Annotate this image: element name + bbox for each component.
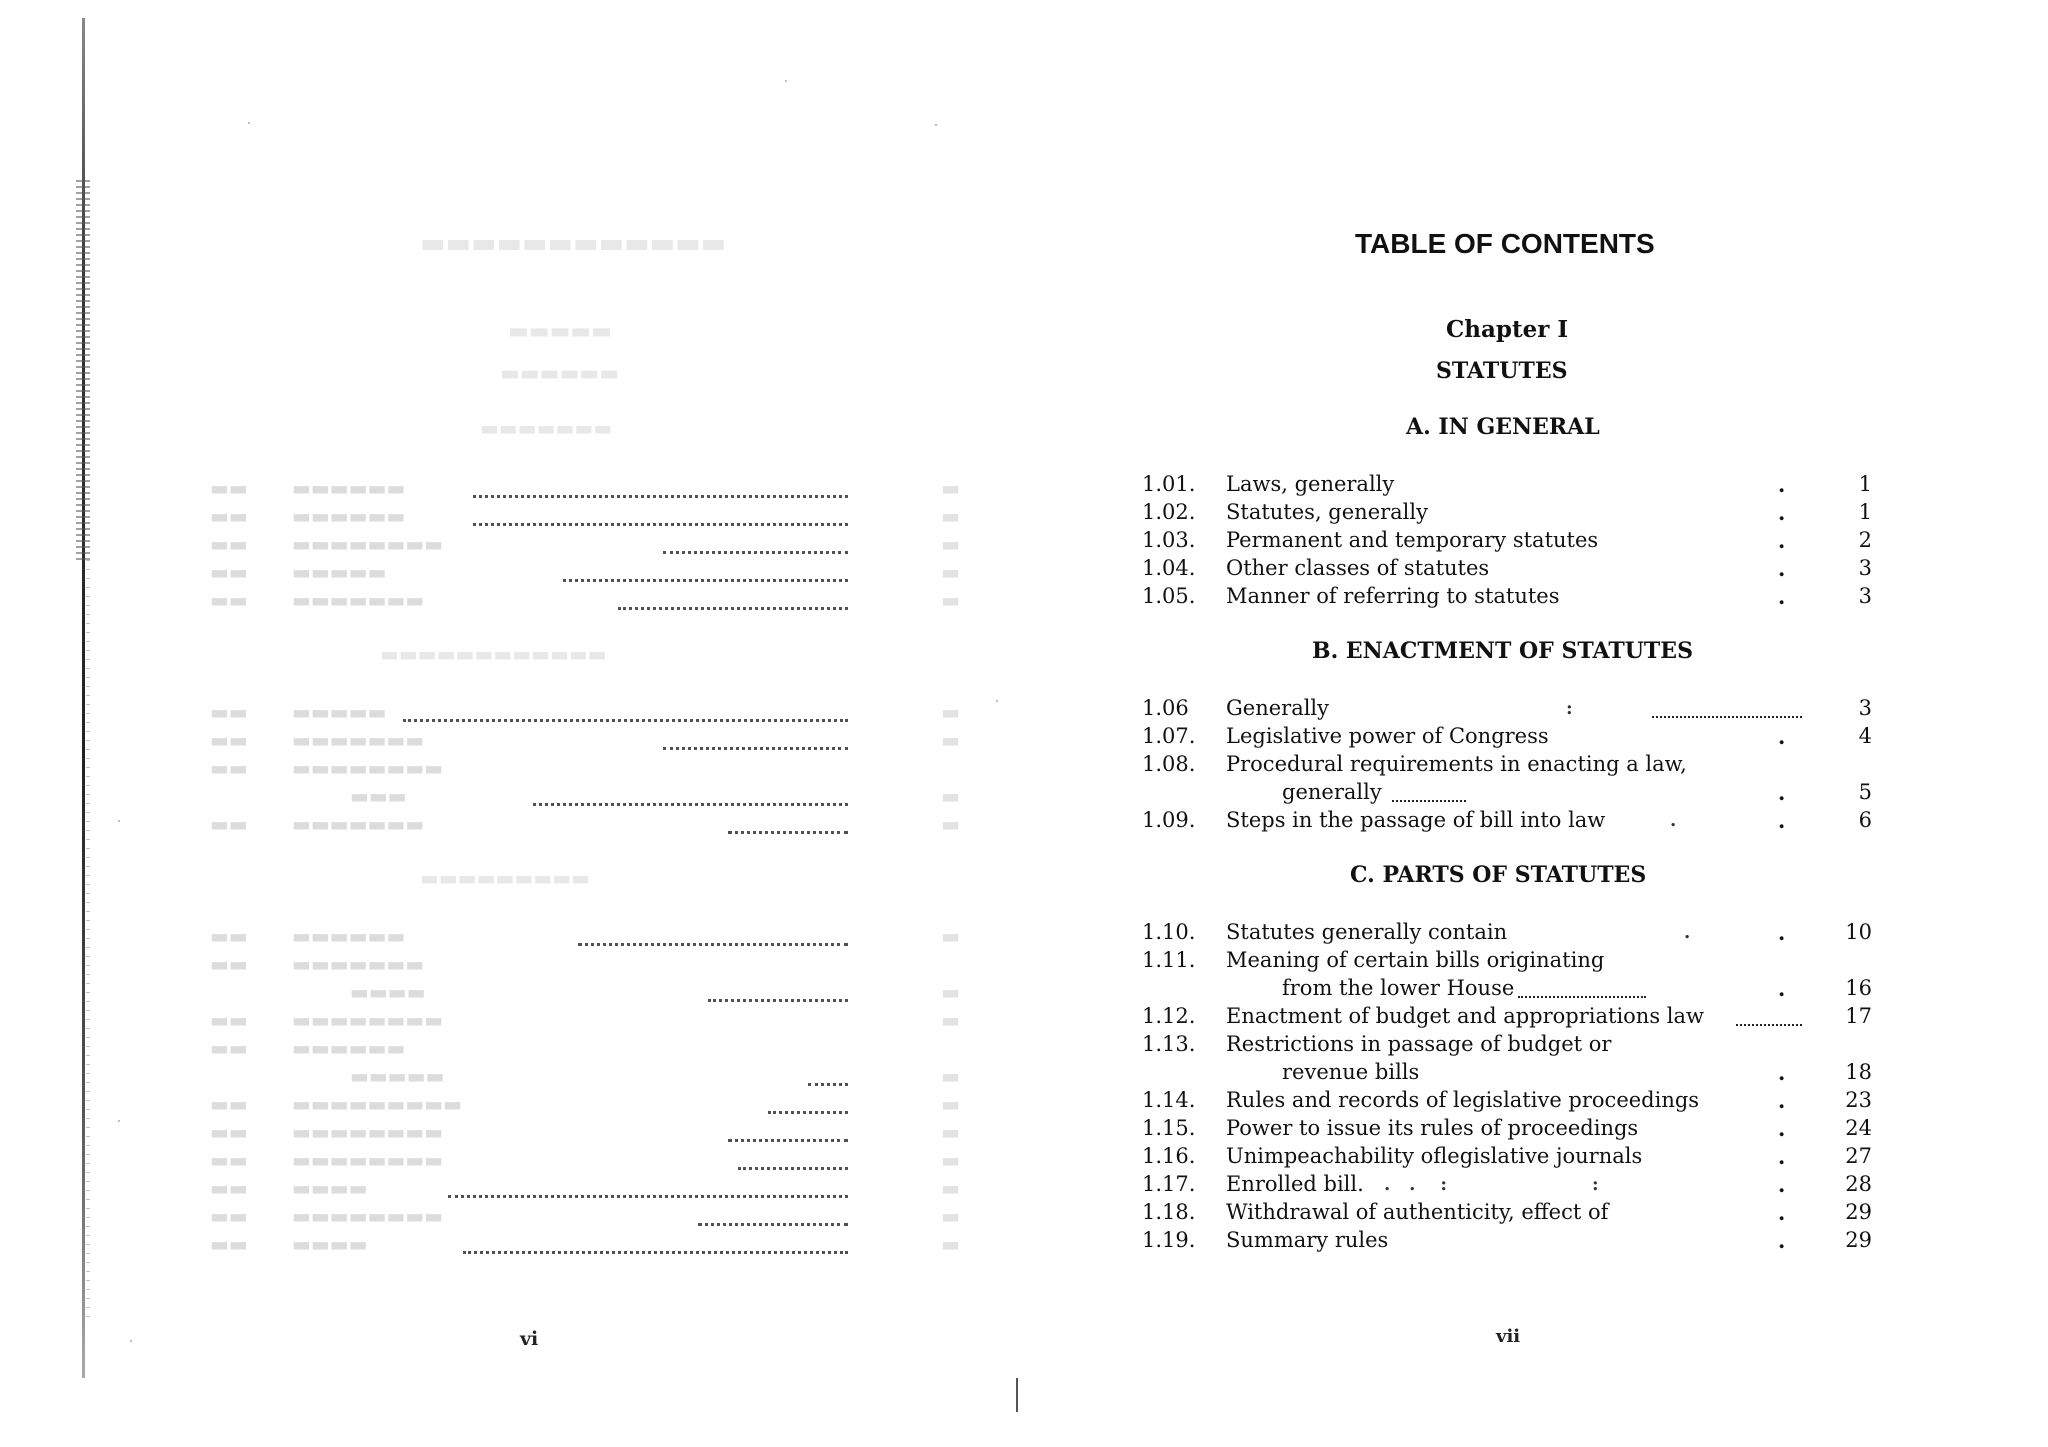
ghost-toc-row: ▬▬ ▬▬▬▬▬▬▬▬ ▬ xyxy=(210,1008,960,1032)
ghost-toc-row: ▬▬ ▬▬▬▬▬▬ ▬ xyxy=(210,504,960,528)
toc-entry[interactable] xyxy=(1142,528,1872,556)
dot-leader xyxy=(1392,786,1466,802)
toc-entry-number: 1.12. xyxy=(1142,1004,1196,1028)
ghost-toc-row: ▬▬ ▬▬▬▬▬▬▬▬ ▬ xyxy=(210,1120,960,1144)
toc-entry-leader: . xyxy=(1778,724,1786,749)
toc-entry-continuation[interactable] xyxy=(1142,780,1872,808)
toc-entry-number: 1.11. xyxy=(1142,948,1196,972)
ghost-toc-row: ▬▬ ▬▬▬▬▬▬ xyxy=(210,1036,406,1060)
toc-entry-leader: . xyxy=(1778,920,1786,945)
toc-entry[interactable] xyxy=(1142,1032,1872,1060)
toc-entry-title: Unimpeachability oflegislative journals xyxy=(1226,1144,1643,1168)
toc-entry-title: Procedural requirements in enacting a law, xyxy=(1226,752,1687,776)
paper-speck xyxy=(935,124,937,126)
ghost-toc-row: ▬▬ ▬▬▬▬▬▬▬ ▬ xyxy=(210,812,960,836)
toc-entry-number: 1.13. xyxy=(1142,1032,1196,1056)
toc-entry-leader: . xyxy=(1778,584,1786,609)
ghost-toc-row: ▬▬ ▬▬▬▬ ▬ xyxy=(210,1232,960,1256)
stray-mark: . xyxy=(1684,922,1691,943)
toc-entry-continuation[interactable] xyxy=(1142,1060,1872,1088)
toc-entry-page: 4 xyxy=(1858,724,1872,748)
toc-entry[interactable] xyxy=(1142,556,1872,584)
toc-entry-number: 1.03. xyxy=(1142,528,1196,552)
toc-entry-title: Summary rules xyxy=(1226,1228,1389,1252)
toc-entry-page: 29 xyxy=(1845,1228,1872,1252)
toc-entry-title-continued: revenue bills xyxy=(1282,1060,1420,1084)
toc-entry-number: 1.04. xyxy=(1142,556,1196,580)
stray-mark: . . : xyxy=(1384,1174,1448,1195)
toc-entry-leader: . xyxy=(1778,1060,1786,1085)
toc-entry-title: Withdrawal of authenticity, effect of xyxy=(1226,1200,1609,1224)
toc-entry-page: 3 xyxy=(1858,556,1872,580)
toc-entry-leader: . xyxy=(1778,528,1786,553)
toc-entry[interactable] xyxy=(1142,1200,1872,1228)
left-page-folio: vi xyxy=(520,1328,539,1350)
dot-leader xyxy=(1518,982,1646,998)
toc-entry[interactable] xyxy=(1142,1116,1872,1144)
ghost-chapter: ▬▬▬▬▬ xyxy=(508,318,612,344)
toc-entry-title: Other classes of statutes xyxy=(1226,556,1490,580)
toc-entry-leader: . xyxy=(1778,780,1786,805)
toc-entry-number: 1.15. xyxy=(1142,1116,1196,1140)
ghost-toc-row: ▬▬ ▬▬▬▬▬▬▬ ▬ xyxy=(210,728,960,752)
toc-entry-number: 1.07. xyxy=(1142,724,1196,748)
ghost-toc-row: ▬▬▬▬▬ ▬ xyxy=(350,1064,960,1088)
toc-entry[interactable] xyxy=(1142,1004,1872,1032)
toc-entry-page: 16 xyxy=(1845,976,1872,1000)
paper-speck xyxy=(248,122,250,124)
ghost-toc-row: ▬▬ ▬▬▬▬▬▬▬▬ xyxy=(210,756,444,780)
toc-entry-title: Enrolled bill. xyxy=(1226,1172,1364,1196)
toc-entry-page: 27 xyxy=(1845,1144,1872,1168)
toc-entry-number: 1.05. xyxy=(1142,584,1196,608)
ghost-toc-row: ▬▬▬▬ ▬ xyxy=(350,980,960,1004)
ghost-toc-row: ▬▬ ▬▬▬▬▬▬▬▬▬ ▬ xyxy=(210,1092,960,1116)
toc-entry[interactable] xyxy=(1142,752,1872,780)
ghost-toc-row: ▬▬ ▬▬▬▬▬▬▬ ▬ xyxy=(210,588,960,612)
stray-mark: : xyxy=(1566,698,1573,719)
chapter-label: Chapter I xyxy=(1446,316,1569,343)
ghost-toc-row: ▬▬ ▬▬▬▬▬▬▬▬ ▬ xyxy=(210,1204,960,1228)
toc-entry-page: 24 xyxy=(1845,1116,1872,1140)
toc-entry[interactable] xyxy=(1142,724,1872,752)
toc-title: TABLE OF CONTENTS xyxy=(1355,228,1655,259)
toc-entry[interactable] xyxy=(1142,948,1872,976)
toc-entry-leader: . xyxy=(1778,1088,1786,1113)
ghost-toc-row: ▬▬ ▬▬▬▬▬ ▬ xyxy=(210,700,960,724)
toc-entry-title: Enactment of budget and appropriations law xyxy=(1226,1004,1704,1028)
toc-entry-number: 1.14. xyxy=(1142,1088,1196,1112)
toc-entry-title: Steps in the passage of bill into law xyxy=(1226,808,1606,832)
toc-entry-number: 1.06 xyxy=(1142,696,1189,720)
toc-entry-page: 17 xyxy=(1845,1004,1872,1028)
right-page-folio: vii xyxy=(1496,1326,1521,1347)
toc-entry[interactable] xyxy=(1142,808,1872,836)
toc-entry-number: 1.16. xyxy=(1142,1144,1196,1168)
toc-entry-leader: . xyxy=(1778,1228,1786,1253)
toc-entry-leader: . xyxy=(1778,500,1786,525)
toc-entry-leader: . xyxy=(1778,1172,1786,1197)
binding-dots xyxy=(86,560,90,1320)
ghost-toc-row: ▬▬ ▬▬▬▬▬▬ ▬ xyxy=(210,476,960,500)
toc-entry-leader: . xyxy=(1778,976,1786,1001)
toc-entry[interactable] xyxy=(1142,1228,1872,1256)
toc-entry-page: 23 xyxy=(1845,1088,1872,1112)
toc-entry-page: 28 xyxy=(1845,1172,1872,1196)
paper-speck xyxy=(130,1340,132,1342)
gutter-mark xyxy=(1016,1378,1018,1412)
toc-entry[interactable] xyxy=(1142,1144,1872,1172)
ghost-subheading: ▬▬▬▬▬▬ xyxy=(500,360,620,385)
toc-entry-title-continued: from the lower House xyxy=(1282,976,1515,1000)
ghost-section: ▬▬▬▬▬▬▬▬▬▬▬▬ xyxy=(380,642,607,666)
ghost-toc-row: ▬▬ ▬▬▬▬▬▬ ▬ xyxy=(210,924,960,948)
toc-entry-page: 3 xyxy=(1858,584,1872,608)
toc-entry-number: 1.19. xyxy=(1142,1228,1196,1252)
toc-entry-title: Legislative power of Congress xyxy=(1226,724,1549,748)
toc-entry-title: Restrictions in passage of budget or xyxy=(1226,1032,1612,1056)
toc-entry-number: 1.02. xyxy=(1142,500,1196,524)
toc-entry-page: 3 xyxy=(1858,696,1872,720)
chapter-name: STATUTES xyxy=(1436,358,1568,384)
toc-entry-leader: . xyxy=(1778,1144,1786,1169)
toc-entry-leader: . xyxy=(1778,808,1786,833)
toc-entry-title: Statutes, generally xyxy=(1226,500,1428,524)
toc-entry-leader: . xyxy=(1778,1116,1786,1141)
ghost-toc-row: ▬▬▬ ▬ xyxy=(350,784,960,808)
paper-speck xyxy=(118,1120,120,1122)
section-heading: C. PARTS OF STATUTES xyxy=(1350,862,1647,888)
ghost-toc-row: ▬▬ ▬▬▬▬▬▬▬ xyxy=(210,952,425,976)
toc-entry-page: 1 xyxy=(1858,500,1872,524)
stray-mark: : xyxy=(1592,1174,1599,1195)
toc-entry[interactable] xyxy=(1142,500,1872,528)
toc-entry-title-continued: generally xyxy=(1282,780,1382,804)
paper-speck xyxy=(785,80,787,82)
toc-entry-title: Manner of referring to statutes xyxy=(1226,584,1560,608)
toc-entry-title: Meaning of certain bills originating xyxy=(1226,948,1605,972)
toc-entry[interactable] xyxy=(1142,584,1872,612)
dot-leader xyxy=(1736,1010,1802,1026)
toc-entry-page: 29 xyxy=(1845,1200,1872,1224)
ghost-toc-row: ▬▬ ▬▬▬▬▬▬▬▬ ▬ xyxy=(210,1148,960,1172)
toc-entry-page: 5 xyxy=(1858,780,1872,804)
toc-entry-leader: . xyxy=(1778,556,1786,581)
dot-leader xyxy=(1652,702,1802,718)
stray-mark: . xyxy=(1670,810,1677,831)
paper-speck xyxy=(996,700,998,702)
section-heading: B. ENACTMENT OF STATUTES xyxy=(1312,638,1693,664)
toc-entry-title: Permanent and temporary statutes xyxy=(1226,528,1599,552)
toc-entry-page: 18 xyxy=(1845,1060,1872,1084)
ghost-section: ▬▬▬▬▬▬▬ xyxy=(480,416,613,440)
toc-entry-number: 1.09. xyxy=(1142,808,1196,832)
toc-entry-number: 1.08. xyxy=(1142,752,1196,776)
toc-entry[interactable] xyxy=(1142,1172,1872,1200)
ghost-toc-row: ▬▬ ▬▬▬▬ ▬ xyxy=(210,1176,960,1200)
toc-entry[interactable] xyxy=(1142,696,1872,724)
paper-speck xyxy=(118,820,120,822)
ghost-toc-row: ▬▬ ▬▬▬▬▬ ▬ xyxy=(210,560,960,584)
binding-scribble xyxy=(76,180,90,560)
toc-entry[interactable] xyxy=(1142,920,1872,948)
toc-entry-leader: . xyxy=(1778,472,1786,497)
toc-entry-title: Laws, generally xyxy=(1226,472,1395,496)
toc-entry-title: Generally xyxy=(1226,696,1330,720)
toc-entry-page: 10 xyxy=(1845,920,1872,944)
toc-entry-number: 1.17. xyxy=(1142,1172,1196,1196)
section-heading: A. IN GENERAL xyxy=(1406,414,1600,440)
toc-entry-leader: . xyxy=(1778,1200,1786,1225)
toc-entry-title: Power to issue its rules of proceedings xyxy=(1226,1116,1639,1140)
ghost-heading: ▬▬▬▬▬▬▬▬▬▬▬▬ xyxy=(420,228,727,259)
toc-entry-number: 1.01. xyxy=(1142,472,1196,496)
toc-entry[interactable] xyxy=(1142,472,1872,500)
toc-entry-page: 6 xyxy=(1858,808,1872,832)
ghost-section: ▬▬▬▬▬▬▬▬▬ xyxy=(420,866,591,890)
toc-entry-page: 2 xyxy=(1858,528,1872,552)
toc-entry[interactable] xyxy=(1142,1088,1872,1116)
toc-entry-number: 1.10. xyxy=(1142,920,1196,944)
toc-entry-title: Rules and records of legislative proceedings xyxy=(1226,1088,1700,1112)
ghost-toc-row: ▬▬ ▬▬▬▬▬▬▬▬ ▬ xyxy=(210,532,960,556)
toc-entry-page: 1 xyxy=(1858,472,1872,496)
toc-entry-title: Statutes generally contain xyxy=(1226,920,1508,944)
toc-entry-continuation[interactable] xyxy=(1142,976,1872,1004)
toc-entry-number: 1.18. xyxy=(1142,1200,1196,1224)
